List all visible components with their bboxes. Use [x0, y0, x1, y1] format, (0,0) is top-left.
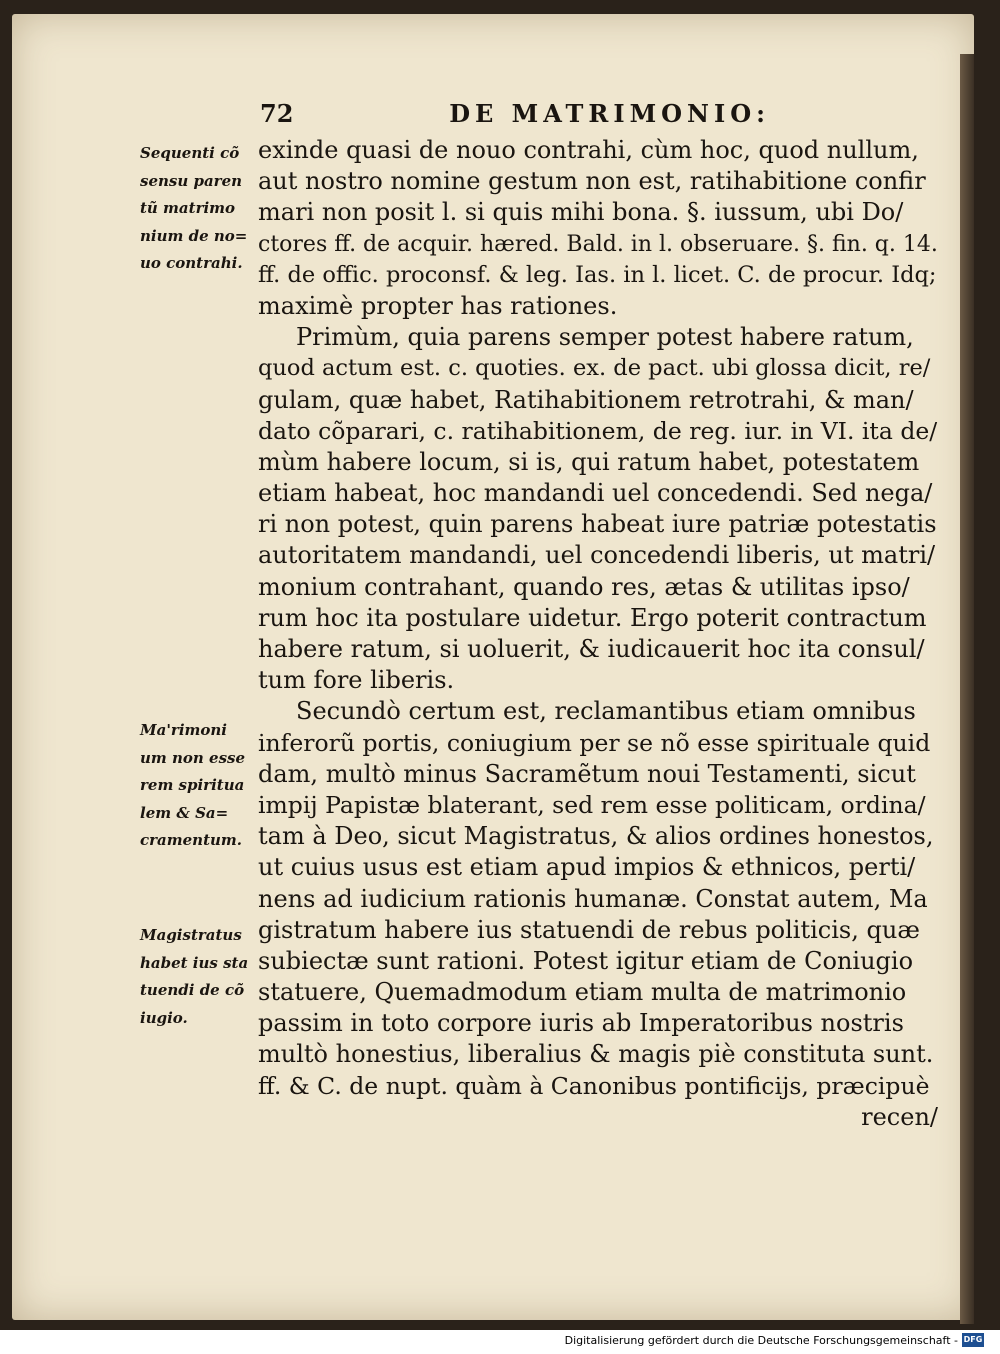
marginal-note-3 [140, 922, 258, 1032]
text-line: multò honestius, liberalius & magis piè constituta sunt. [258, 1040, 934, 1069]
text-line: Primùm, quia parens semper potest habere ratum, [296, 323, 914, 352]
text-line: tum fore liberis. [258, 666, 455, 695]
marginal-line: tũ matrimo [140, 199, 236, 217]
text-line: dam, multò minus Sacramẽtum noui Testamenti, sicut [258, 759, 916, 788]
text-line: recen/ [861, 1102, 938, 1131]
marginal-line: sensu paren [140, 171, 243, 190]
marginal-note-1 [140, 140, 258, 278]
text-line: mari non posit l. si quis mihi bona. §. iussum, ubi Do/ [258, 198, 904, 227]
text-line: passim in toto corpore iuris ab Imperatoribus nostris [258, 1009, 904, 1038]
running-title: DE MATRIMONIO: [449, 99, 770, 128]
text-line: autoritatem mandandi, uel concedendi liberis, ut matri/ [258, 541, 936, 570]
marginal-line: Ma'rimoni [140, 721, 227, 739]
running-head [260, 95, 770, 135]
text-line: tam à Deo, sicut Magistratus, & alios ordines honestos, [258, 822, 934, 851]
text-line: dato cõparari, c. ratihabitionem, de reg. iur. in VI. ita de/ [258, 416, 938, 445]
dfg-logo: DFG [962, 1333, 984, 1347]
text-line: mùm habere locum, si is, qui ratum habet, potestatem [258, 447, 920, 476]
text-line: subiectæ sunt rationi. Potest igitur etiam de Coniugio [258, 946, 914, 975]
text-line: statuere, Quemadmodum etiam multa de matrimonio [258, 978, 907, 1007]
text-line: ut cuius usus est etiam apud impios & ethnicos, perti/ [258, 853, 916, 882]
main-text-block [258, 135, 938, 1133]
marginal-line: nium de no= [140, 226, 248, 245]
marginal-line: iugio. [140, 1008, 188, 1027]
marginal-line: rem spiritua [140, 776, 245, 794]
text-line: quod actum est. c. quoties. ex. de pact. ubi glossa dicit, re/ [258, 355, 931, 382]
text-line: ctores ff. de acquir. hæred. Bald. in l. obseruare. §. fin. q. 14. [258, 231, 938, 257]
text-line: impij Papistæ blaterant, sed rem esse politicam, ordina/ [258, 790, 926, 819]
text-line: inferorũ portis, coniugium per se nõ esse spirituale quid [258, 728, 931, 757]
text-line: rum hoc ita postulare uidetur. Ergo poterit contractum [258, 603, 927, 632]
text-line: ri non potest, quin parens habeat iure patriæ potestatis [258, 510, 937, 539]
marginal-line: Magistratus [140, 926, 242, 944]
digitization-footer [0, 1330, 1000, 1354]
text-line: Secundò certum est, reclamantibus etiam omnibus [296, 697, 916, 726]
text-line: nens ad iudicium rationis humanæ. Constat autem, Ma [258, 884, 928, 913]
marginal-line: Sequenti cõ [140, 144, 240, 162]
marginal-line: habet ius sta [140, 953, 249, 972]
text-line: gulam, quæ habet, Ratihabitionem retrotrahi, & man/ [258, 385, 914, 414]
page-number: 72 [260, 99, 294, 128]
marginal-line: cramentum. [140, 831, 243, 849]
marginal-line: lem & Sa= [140, 803, 229, 822]
page-edge [960, 54, 974, 1324]
text-line: etiam habeat, hoc mandandi uel concedendi. Sed nega/ [258, 479, 933, 508]
marginal-line: tuendi de cõ [140, 981, 245, 999]
text-line: ff. & C. de nupt. quàm à Canonibus pontificijs, præcipuè [258, 1071, 930, 1100]
text-line: monium contrahant, quando res, ætas & utilitas ipso/ [258, 572, 910, 601]
funding-credit: Digitalisierung gefördert durch die Deutsche Forschungsgemeinschaft - [564, 1334, 958, 1347]
text-line: habere ratum, si uoluerit, & iudicauerit hoc ita consul/ [258, 635, 925, 663]
text-line: aut nostro nomine gestum non est, ratihabitione confir [258, 167, 926, 196]
marginal-line: uo contrahi. [140, 254, 243, 272]
marginal-line: um non esse [140, 748, 246, 767]
text-line: ff. de offic. proconsf. & leg. Ias. in l. licet. C. de procur. Idq; [258, 261, 937, 288]
marginal-note-2 [140, 717, 258, 855]
text-line: maximè propter has rationes. [258, 291, 618, 320]
text-line: gistratum habere ius statuendi de rebus politicis, quæ [258, 915, 920, 944]
text-line: exinde quasi de nouo contrahi, cùm hoc, quod nullum, [258, 136, 919, 164]
